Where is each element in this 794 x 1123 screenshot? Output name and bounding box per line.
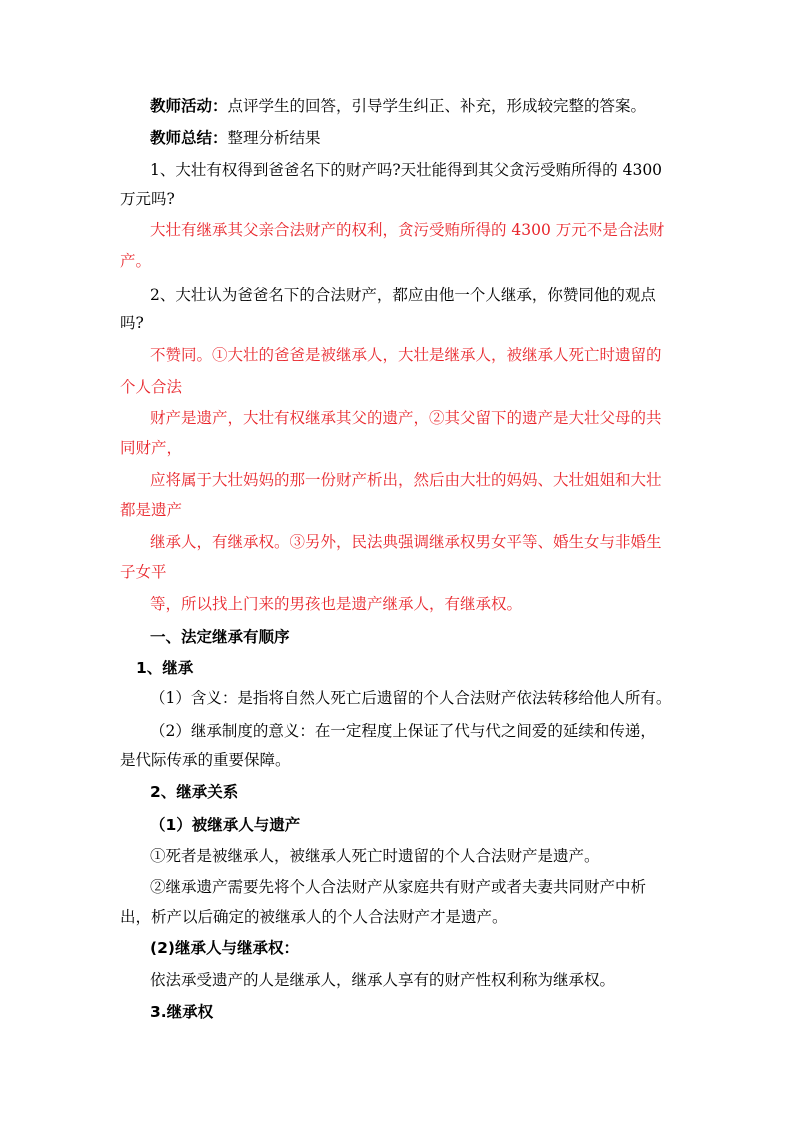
question-1-line-2: 万元吗? xyxy=(120,190,175,208)
teacher-summary-label: 教师总结： xyxy=(150,129,228,147)
answer-2-line-3: 财产是遗产，大壮有权继承其父的遗产，②其父留下的遗产是大壮父母的共 xyxy=(150,409,662,427)
question-2-line-2: 吗? xyxy=(120,314,144,332)
relation-item-1: ①死者是被继承人，被继承人死亡时遗留的个人合法财产是遗产。 xyxy=(150,847,600,865)
answer-1-line-2: 产。 xyxy=(120,252,152,270)
definition-1: （1）含义：是指将自然人死亡后遗留的个人合法财产依法转移给他人所有。 xyxy=(150,689,672,707)
teacher-summary-paragraph xyxy=(150,128,321,148)
question-1-line-1: 1、大壮有权得到爸爸名下的财产吗?天壮能得到其父贪污受贿所得的 4300 xyxy=(150,161,663,179)
definition-2-line-1: （2）继承制度的意义：在一定程度上保证了代与代之间爱的延续和传递， xyxy=(150,722,656,740)
subsection-heading-1-2-1: （1）被继承人与遗产 xyxy=(150,816,301,834)
relation-item-3: 依法承受遗产的人是继承人，继承人享有的财产性权利称为继承权。 xyxy=(150,971,616,989)
answer-2-line-4: 同财产， xyxy=(120,439,183,457)
teacher-activity-text: 点评学生的回答，引导学生纠正、补充，形成较完整的答案。 xyxy=(227,97,647,115)
answer-2-line-9: 等，所以找上门来的男孩也是遗产继承人，有继承权。 xyxy=(150,595,523,613)
section-heading-1: 一、法定继承有顺序 xyxy=(150,628,290,646)
teacher-activity-paragraph xyxy=(150,96,646,116)
answer-2-line-7: 继承人，有继承权。③另外，民法典强调继承权男女平等、婚生女与非婚生 xyxy=(150,533,662,551)
relation-item-2-line-1: ②继承遗产需要先将个人合法财产从家庭共有财产或者夫妻共同财产中析 xyxy=(150,878,647,896)
definition-2-line-2: 是代际传承的重要保障。 xyxy=(120,751,291,769)
subsection-heading-1-1: 1、继承 xyxy=(136,659,194,677)
question-2-line-1: 2、大壮认为爸爸名下的合法财产，都应由他一个人继承，你赞同他的观点 xyxy=(150,286,656,304)
relation-item-2-line-2: 出，析产以后确定的被继承人的个人合法财产才是遗产。 xyxy=(120,908,508,926)
answer-2-line-5: 应将属于大壮妈妈的那一份财产析出，然后由大壮的妈妈、大壮姐姐和大壮 xyxy=(150,471,662,489)
answer-2-line-2: 个人合法 xyxy=(120,378,183,396)
teacher-activity-label: 教师活动： xyxy=(150,97,228,115)
answer-1-line-1: 大壮有继承其父亲合法财产的权利，贪污受贿所得的 4300 万元不是合法财 xyxy=(150,221,665,239)
answer-2-line-1: 不赞同。①大壮的爸爸是被继承人，大壮是继承人，被继承人死亡时遗留的 xyxy=(150,346,662,364)
subsection-heading-1-2: 2、继承关系 xyxy=(150,783,239,801)
subsection-heading-1-3: 3.继承权 xyxy=(150,1003,214,1021)
subsection-heading-1-2-2: (2)继承人与继承权： xyxy=(150,939,299,957)
answer-2-line-6: 都是遗产 xyxy=(120,501,183,519)
teacher-summary-text: 整理分析结果 xyxy=(227,129,321,147)
answer-2-line-8: 子女平 xyxy=(120,563,167,581)
